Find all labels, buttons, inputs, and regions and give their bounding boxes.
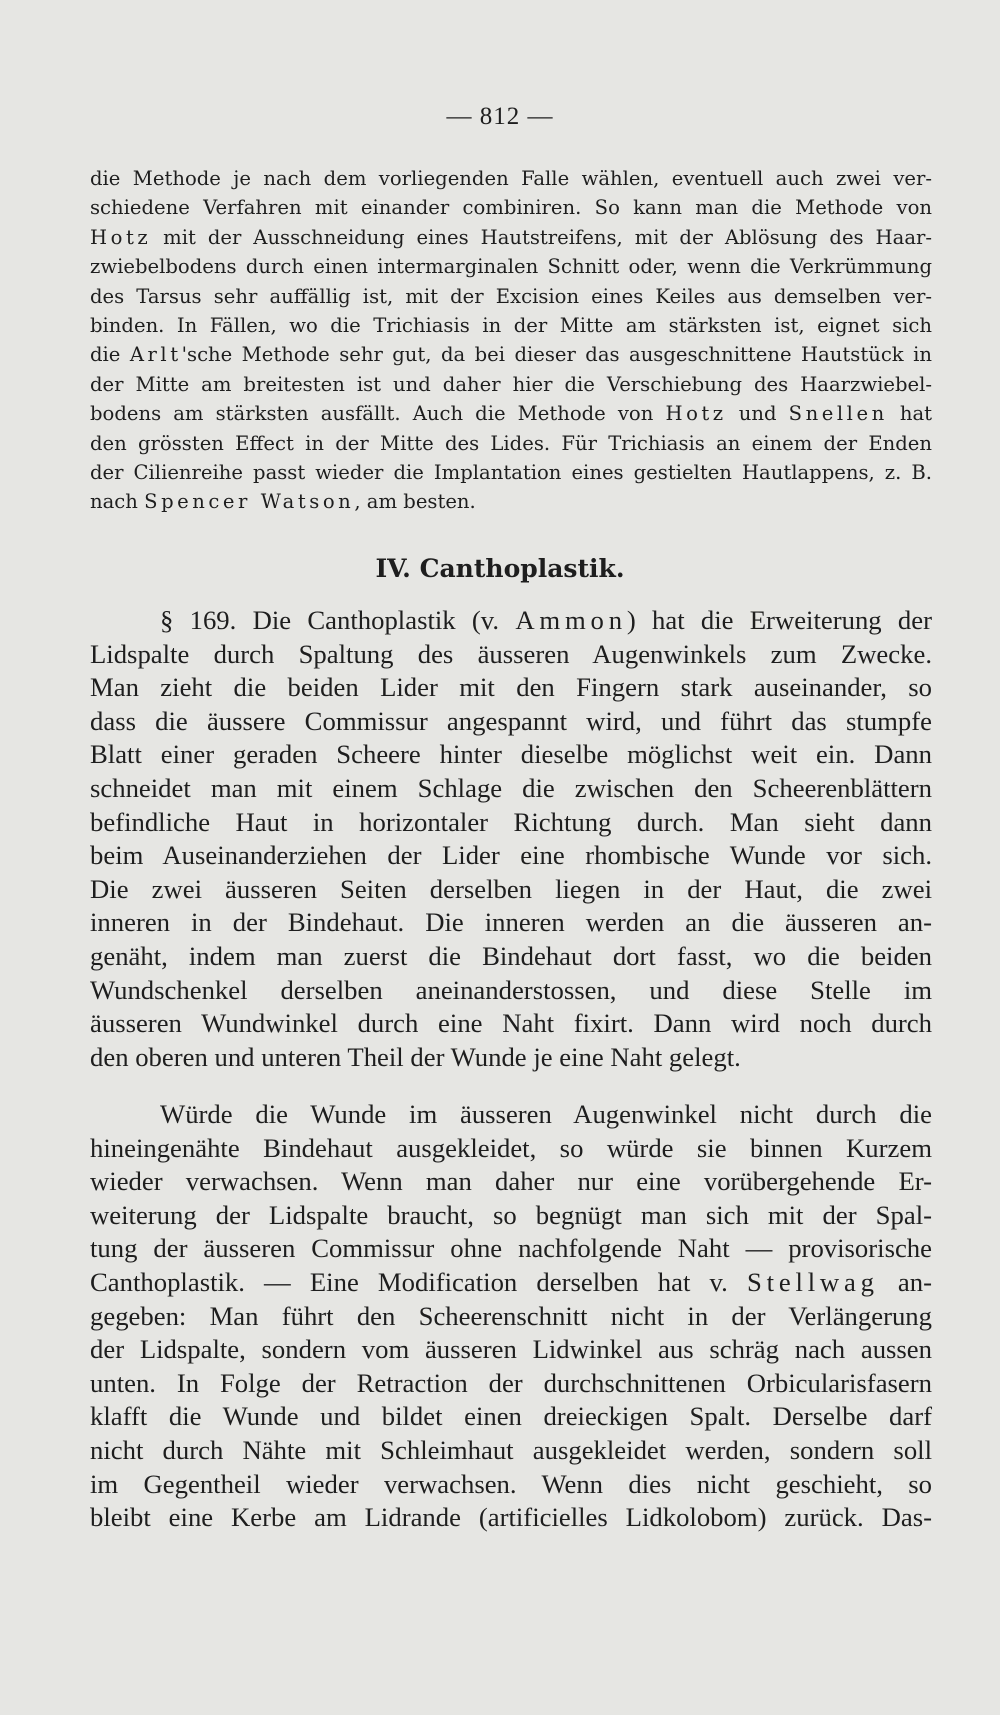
text-line: schiedene Verfahren mit einander combiniren. So kann man die Methode von <box>90 196 932 220</box>
author-name: Hotz <box>90 225 152 249</box>
author-name: Snellen <box>788 402 888 426</box>
paragraph-provisional <box>90 1098 932 1535</box>
text-line: die Methode je nach dem vorliegenden Falle wählen, eventuell auch zwei ver- <box>90 167 932 190</box>
text-line: nicht durch Nähte mit Schleimhaut ausgekleidet werden, sondern soll <box>90 1434 932 1465</box>
text-line: § 169. Die Canthoplastik (v. Ammon) hat die Erweiterung der <box>160 605 932 635</box>
text-line: Wundschenkel derselben aneinanderstossen, und diese Stelle im <box>90 974 932 1005</box>
text-line: bodens am stärksten ausfällt. Auch die Methode von Hotz und Snellen hat <box>90 402 933 426</box>
text-line: tung der äusseren Commissur ohne nachfolgende Naht — provisorische <box>90 1233 932 1264</box>
text-line: Würde die Wunde im äusseren Augenwinkel nicht durch die <box>160 1099 932 1129</box>
text-line: den grössten Effect in der Mitte des Lides. Für Trichiasis an einem der Enden <box>90 431 932 455</box>
text-line: unten. In Folge der Retraction der durchschnittenen Orbicularisfasern <box>90 1367 932 1398</box>
author-name: Stellwag <box>746 1266 879 1297</box>
text-line: beim Auseinanderziehen der Lider eine rhombische Wunde vor sich. <box>90 840 932 871</box>
text-line: dass die äussere Commissur angespannt wird, und führt das stumpfe <box>90 705 932 736</box>
text-line: im Gegentheil wieder verwachsen. Wenn dies nicht geschieht, so <box>90 1468 932 1499</box>
text-line: den oberen und unteren Theil der Wunde je eine Naht gelegt. <box>90 1041 741 1072</box>
text-line: zwiebelbodens durch einen intermarginalen Schnitt oder, wenn die Verkrümmung <box>90 255 932 279</box>
text-line: weiterung der Lidspalte braucht, so begnügt man sich mit der Spal- <box>90 1199 932 1230</box>
text-line: der Lidspalte, sondern vom äusseren Lidwinkel aus schräg nach aussen <box>90 1334 932 1365</box>
author-name: Ammon <box>515 605 627 635</box>
text-line: äusseren Wundwinkel durch eine Naht fixirt. Dann wird noch durch <box>90 1008 932 1039</box>
text-line: hineingenähte Bindehaut ausgekleidet, so würde sie binnen Kurzem <box>90 1132 932 1163</box>
text-line: Lidspalte durch Spaltung des äusseren Augenwinkels zum Zwecke. <box>90 638 932 669</box>
text-line: der Cilienreihe passt wieder die Implantation eines gestielten Hautlappens, z. B. <box>90 461 932 485</box>
text-line: der Mitte am breitesten ist und daher hier die Verschiebung des Haarzwiebel- <box>90 372 932 396</box>
text-line: des Tarsus sehr auffällig ist, mit der Excision eines Keiles aus demselben ver- <box>90 284 932 308</box>
text-line: inneren in der Bindehaut. Die inneren werden an die äusseren an- <box>90 907 932 938</box>
text-line: die Arlt'sche Methode sehr gut, da bei dieser das ausgeschnittene Hautstück in <box>90 343 932 367</box>
text-line: Hotz mit der Ausschneidung eines Hautstreifens, mit der Ablösung des Haar- <box>90 225 932 249</box>
text-line: Die zwei äusseren Seiten derselben liegen in der Haut, die zwei <box>90 873 932 904</box>
text-line: gegeben: Man führt den Scheerenschnitt nicht in der Verlängerung <box>90 1300 932 1331</box>
section-heading: IV. Canthoplastik. <box>375 554 625 583</box>
text-line: klafft die Wunde und bildet einen dreieckigen Spalt. Derselbe darf <box>90 1401 932 1432</box>
text-line: binden. In Fällen, wo die Trichiasis in der Mitte am stärksten ist, eignet sich <box>90 314 932 338</box>
text-line: schneidet man mit einem Schlage die zwischen den Scheerenblättern <box>90 772 932 803</box>
text-line: genäht, indem man zuerst die Bindehaut dort fasst, wo die beiden <box>90 940 932 971</box>
text-line: Blatt einer geraden Scheere hinter dieselbe möglichst weit ein. Dann <box>90 739 932 770</box>
author-name: Spencer Watson <box>144 490 355 514</box>
text-line: Man zieht die beiden Lider mit den Fingern stark auseinander, so <box>90 672 932 703</box>
small-paragraph <box>90 164 932 517</box>
author-name: Hotz <box>665 402 727 426</box>
page-number: — 812 — <box>446 103 554 130</box>
text-line: befindliche Haut in horizontaler Richtung durch. Man sieht dann <box>90 806 932 837</box>
text-line: bleibt eine Kerbe am Lidrande (artificielles Lidkolobom) zurück. Das- <box>90 1502 932 1533</box>
text-line: nach Spencer Watson, am besten. <box>90 490 476 514</box>
text-line: wieder verwachsen. Wenn man daher nur eine vorübergehende Er- <box>90 1166 932 1197</box>
author-name: Arlt <box>129 343 182 367</box>
text-line: Canthoplastik. — Eine Modification derselben hat v. Stellwag an- <box>90 1266 933 1297</box>
paragraph-canthoplastik <box>90 604 932 1074</box>
